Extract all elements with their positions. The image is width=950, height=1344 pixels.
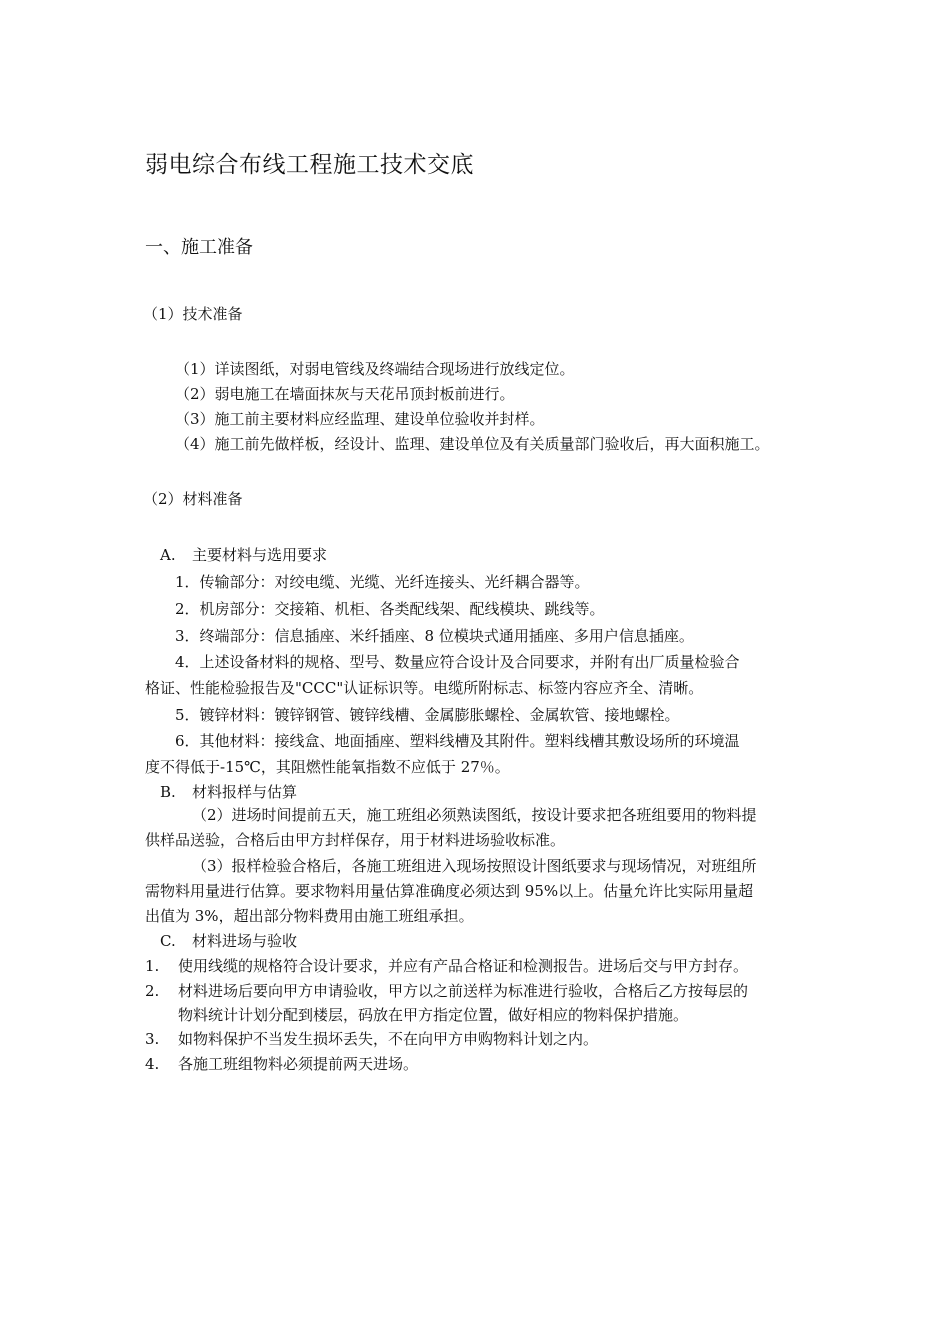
list-marker-a: A. xyxy=(160,546,176,564)
acceptance-item-text: 使用线缆的规格符合设计要求，并应有产品合格证和检测报告。进场后交与甲方封存。 xyxy=(178,957,749,975)
subsection-title-b: 材料报样与估算 xyxy=(192,783,298,801)
acceptance-item-text-continuation: 物料统计计划分配到楼层，码放在甲方指定位置，做好相应的物料保护措施。 xyxy=(178,1006,689,1024)
sample-paragraph-line: （3）报样检验合格后，各施工班组进入现场按照设计图纸要求与现场情况，对班组所 xyxy=(192,857,757,875)
list-marker-b: B. xyxy=(160,783,176,801)
acceptance-item-number: 3. xyxy=(145,1030,160,1048)
subsection-title-a: 主要材料与选用要求 xyxy=(192,546,328,564)
subsection-title-c: 材料进场与验收 xyxy=(192,932,298,950)
acceptance-item-number: 1. xyxy=(145,957,160,975)
sample-paragraph-line: 供样品送验，合格后由甲方封样保存，用于材料进场验收标准。 xyxy=(145,831,566,849)
material-item: 6．其他材料：接线盒、地面插座、塑料线槽及其附件。塑料线槽其敷设场所的环境温 xyxy=(175,732,740,750)
tech-prep-item: （2）弱电施工在墙面抹灰与天花吊顶封板前进行。 xyxy=(175,385,515,403)
material-item: 1．传输部分：对绞电缆、光缆、光纤连接头、光纤耦合器等。 xyxy=(175,573,590,591)
acceptance-item-text: 如物料保护不当发生损坏丢失，不在向甲方申购物料计划之内。 xyxy=(178,1030,599,1048)
tech-prep-item: （3）施工前主要材料应经监理、建设单位验收并封样。 xyxy=(175,410,545,428)
acceptance-item-text: 材料进场后要向甲方申请验收，甲方以之前送样为标准进行验收，合格后乙方按每层的 xyxy=(178,982,749,1000)
acceptance-item-text: 各施工班组物料必须提前两天进场。 xyxy=(178,1055,419,1073)
acceptance-item-number: 2. xyxy=(145,982,160,1000)
material-item: 4．上述设备材料的规格、型号、数量应符合设计及合同要求，并附有出厂质量检验合 xyxy=(175,653,740,671)
tech-prep-item: （1）详读图纸，对弱电管线及终端结合现场进行放线定位。 xyxy=(175,360,575,378)
sample-paragraph-line: 出值为 3%，超出部分物料费用由施工班组承担。 xyxy=(145,907,474,925)
subheading-tech-prep: （1）技术准备 xyxy=(143,305,243,323)
material-item: 3．终端部分：信息插座、米纤插座、8 位模块式通用插座、多用户信息插座。 xyxy=(175,627,694,645)
sample-paragraph-line: 需物料用量进行估算。要求物料用量估算准确度必须达到 95%以上。估量允许比实际用量超 xyxy=(145,882,754,900)
material-item: 2．机房部分：交接箱、机柜、各类配线架、配线模块、跳线等。 xyxy=(175,600,605,618)
list-marker-c: C. xyxy=(160,932,176,950)
document-title: 弱电综合布线工程施工技术交底 xyxy=(145,152,474,178)
acceptance-item-number: 4. xyxy=(145,1055,160,1073)
sample-paragraph-line: （2）进场时间提前五天，施工班组必须熟读图纸，按设计要求把各班组要用的物料提 xyxy=(192,806,757,824)
subheading-material-prep: （2）材料准备 xyxy=(143,490,243,508)
material-item-continuation: 度不得低于-15℃，其阻燃性能氧指数不应低于 27％。 xyxy=(145,758,510,776)
section-heading-preparation: 一、施工准备 xyxy=(145,237,253,258)
material-item-continuation: 格证、性能检验报告及"CCC"认证标识等。电缆所附标志、标签内容应齐全、清晰。 xyxy=(145,679,704,697)
material-item: 5．镀锌材料：镀锌钢管、镀锌线槽、金属膨胀螺栓、金属软管、接地螺栓。 xyxy=(175,706,680,724)
tech-prep-item: （4）施工前先做样板，经设计、监理、建设单位及有关质量部门验收后，再大面积施工。 xyxy=(175,435,770,453)
